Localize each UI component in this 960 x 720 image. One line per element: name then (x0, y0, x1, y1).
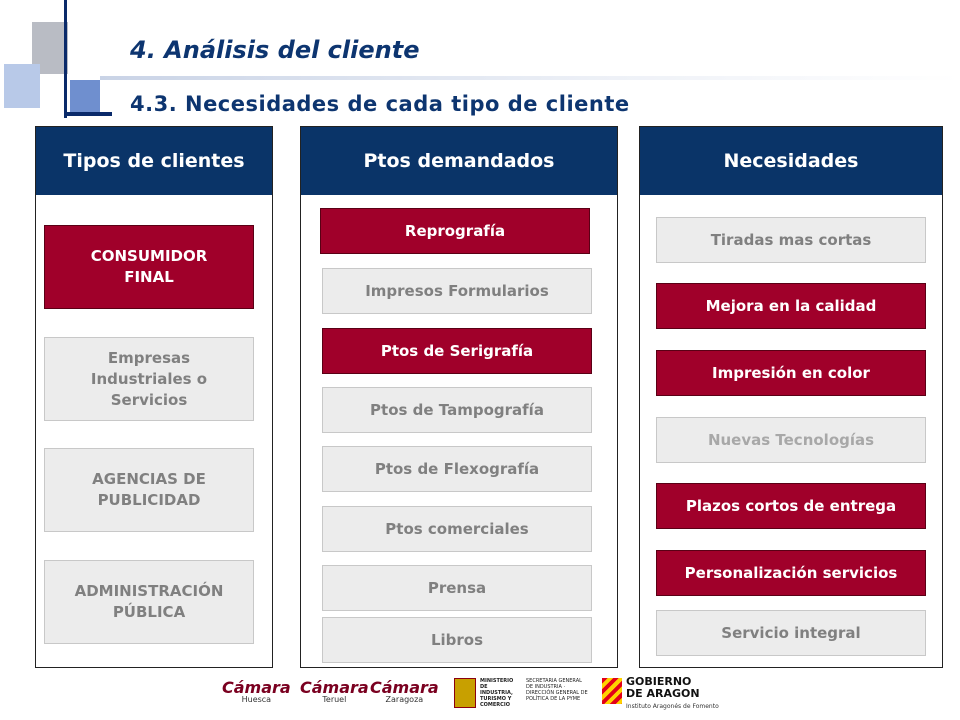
decor-dark-bar (64, 112, 112, 116)
column-heading: Necesidades (640, 127, 942, 195)
column-heading: Tipos de clientes (36, 127, 272, 195)
client-box-agencias: AGENCIAS DE PUBLICIDAD (44, 448, 254, 532)
logo-name: Cámara (370, 678, 439, 697)
product-box-comerciales: Ptos comerciales (322, 506, 592, 552)
camara-huesca-logo (222, 678, 291, 704)
product-box-reprografia: Reprografía (320, 208, 590, 254)
column-heading: Ptos demandados (301, 127, 617, 195)
decor-square-light (4, 64, 40, 108)
client-box-consumidor: CONSUMIDOR FINAL (44, 225, 254, 309)
need-box-personalizacion: Personalización servicios (656, 550, 926, 596)
need-box-color: Impresión en color (656, 350, 926, 396)
logo-name: Cámara (222, 678, 291, 697)
decor-horizontal-line (100, 76, 960, 80)
gobierno-sub: Instituto Aragonés de Fomento (626, 703, 719, 710)
spain-shield-icon (454, 678, 476, 708)
camara-zaragoza-logo (370, 678, 439, 704)
gobierno-name: GOBIERNO DE ARAGON (626, 675, 700, 700)
client-box-empresas: Empresas Industriales o Servicios (44, 337, 254, 421)
product-box-impresos: Impresos Formularios (322, 268, 592, 314)
ministerio-logo (454, 676, 590, 712)
page-subtitle: 4.3. Necesidades de cada tipo de cliente (130, 92, 630, 116)
need-box-tecnologias: Nuevas Tecnologías (656, 417, 926, 463)
camara-teruel-logo (300, 678, 369, 704)
need-box-plazos: Plazos cortos de entrega (656, 483, 926, 529)
decor-vertical-line (64, 0, 67, 118)
product-box-libros: Libros (322, 617, 592, 663)
ministerio-name: MINISTERIO DE INDUSTRIA, TURISMO Y COMERCIO (480, 678, 514, 708)
product-box-flexografia: Ptos de Flexografía (322, 446, 592, 492)
product-box-serigrafia: Ptos de Serigrafía (322, 328, 592, 374)
logo-city: Teruel (322, 695, 347, 704)
product-box-tampografia: Ptos de Tampografía (322, 387, 592, 433)
logo-city: Zaragoza (385, 695, 424, 704)
product-box-prensa: Prensa (322, 565, 592, 611)
need-box-calidad: Mejora en la calidad (656, 283, 926, 329)
page-title: 4. Análisis del cliente (130, 36, 420, 64)
aragon-flag-icon (602, 678, 622, 704)
footer-logos (218, 672, 738, 716)
logo-city: Huesca (241, 695, 272, 704)
ministerio-sub: SECRETARÍA GENERAL DE INDUSTRIA · DIRECCIÓN GENERAL DE POLÍTICA DE LA PYME (526, 678, 588, 702)
logo-name: Cámara (300, 678, 369, 697)
gobierno-aragon-logo (602, 676, 738, 714)
need-box-tiradas: Tiradas mas cortas (656, 217, 926, 263)
client-box-administracion: ADMINISTRACIÓN PÚBLICA (44, 560, 254, 644)
need-box-integral: Servicio integral (656, 610, 926, 656)
decor-square-mid (70, 80, 100, 116)
